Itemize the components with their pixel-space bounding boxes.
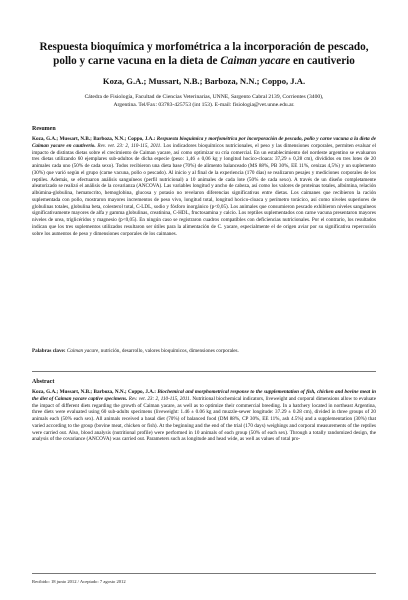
affiliation <box>40 94 368 109</box>
author-list: Koza, G.A.; Mussart, N.B.; Barboza, N.N.; Coppo, J.A. <box>102 76 306 86</box>
affiliation-line-1: Cátedra de Fisiología, Facultad de Ciencias Veterinarias, UNNE, Sargento Cabral 2139, Corrientes (3400), <box>84 94 324 100</box>
abstract-citation-authors: Koza, G.A.; Mussart, N.B.; Barboza, N.N.; Coppo, J.A.: <box>32 389 158 395</box>
abstract-citation-title: Biochemical and morphometrical response to the supplementation of fish, chicken and bovine meat in the diet of Caiman yacare captive specimens. <box>32 389 376 402</box>
resumen-citation-title: Respuesta bioquímica y morfométrica por incorporación de pescado, pollo y carne vacuna a la dieta de Caiman yacare en cautiverio. <box>32 136 376 149</box>
resumen-citation-authors: Koza, G.A.; Mussart, N.B.; Barboza, N.N.; Coppo, J.A.: <box>32 136 157 142</box>
title-line-2-post: en cautiverio <box>290 55 355 67</box>
abstract-body <box>32 389 376 443</box>
abstract-journal-ref: Rev. vet. 23: 2, 110-115, 2011. <box>127 395 191 402</box>
resumen-text: Los indicadores bioquímicos nutricionales, el peso y las dimensiones corporales, permiten evaluar el impacto de distintas dietas sobre el crecimiento de Caiman yacare, así como optimizar su cría comercial. En un establecimiento del nordeste argentino se evaluaron tres dietas utilizando 60 ejemplares sub-adultos de dicha especie (peso: 1,46 ± 0,06 kg y longitud hocico-cloaca: 37,29 ± 0,28 cm), divididos en tres lotes de 20 animales cada uno (50% de cada sexo). Todos recibieron una dieta base (70%) de alimento balanceado (MS 88%, PB 30%, EE 11%, cenizas 4,5%) y un suplemento (30%) que varió según el grupo (carne vacuna, pollo o pescado). Al inicio y al final de la experiencia (170 días) se realizaron pesajes y mediciones corporales de los reptiles. Además, se efectuaron análisis sanguíneos (perfil nutricional) a 10 animales de cada lote (50% de cada sexo). A través de un diseño completamente aleatorizado se realizó el análisis de la covarianza (ANCOVA). Las variables longitud y ancho de cabeza, así como los valores de proteínas totales, albúmina, relación albúmina-globulina, hematocrito, hemoglobina, glucosa y potasio no revelaron diferencias significativas entre dietas. Los caimanes que recibieron la ración suplementada con pollo, mostraron mayores incrementos de peso vivo, longitud total, longitud hocico-cloaca y perímetro torácico, así como niveles superiores de globulinas totales, globulina beta, colesterol total, C-LDL, sodio y fósforo inorgánico (p<0,05). Los animales que consumieron pescado exhibieron niveles sanguíneos significativamente mayores de alfa y gamma globulinas, creatinina, C-HDL, fructosamina y calcio. Los reptiles suplementados con carne vacuna presentaron mayores niveles de urea, triglicéridos y magnesio (p<0,05). En ningún caso se registraron cuadros compatibles con deficiencias nutricionales. Por el contrario, los resultados indican que los tres suplementos utilizados resultaron ser útiles para la alimentación de C. yacare, especialmente el de origen aviar por su significativa repercusión sobre los aumentos de peso y dimensiones corporales de los caimanes. <box>32 142 376 237</box>
footer-divider <box>32 573 376 574</box>
section-divider <box>32 371 376 372</box>
resumen-heading: Resumen <box>32 126 56 132</box>
abstract-heading: Abstract <box>32 379 55 385</box>
title-line-1: Respuesta bioquímica y morfométrica a la incorporación de pescado, <box>39 41 369 53</box>
title-line-2-pre: pollo y carne vacuna en la dieta de <box>53 55 221 67</box>
keywords-species: Caiman yacare <box>66 348 99 354</box>
paper-title <box>16 40 392 68</box>
resumen-journal-ref: Rev. vet. 23: 2, 110-115, 2011. <box>95 142 162 149</box>
affiliation-line-2: Argentina. Tel/Fax: 03783-425753 (int 153). E-mail: fisiologia@vet.unne.edu.ar. <box>113 101 295 108</box>
keywords-label: Palabras clave: <box>32 348 67 354</box>
keywords <box>32 348 376 355</box>
resumen-body <box>32 136 376 237</box>
received-accepted-dates: Recibido: 18 junio 2012 / Aceptado: 7 agosto 2012 <box>32 579 126 584</box>
abstract-text: Nutritional biochemical indicators, liveweight and corporal dimensions allow to evaluate the impact of different diets regarding the growth of Caiman yacare, as well as to optimize their commercial breeding. In a hatchery located in northeast Argentina, three diets were evaluated using 60 sub-adults specimens (liveweight: 1.46 ± 0.06 kg and muzzle-sewer longitude: 37.29 ± 0.28 cm), divided in three groups of 20 animals each (50% each sex). All animals received a basal diet (70%) of balanced food (DM 88%, CP 30%, EE 11%, ash 4.5%) and a supplementation (30%) that varied according to the group (bovine meat, chicken or fish). At the beginning and the end of the trial (170 days) weighings and corporal measurements of the reptiles were carried out. Also, blood analysis (nutritional profile) were performed in 10 animals of each group (50% of each sex). Through a totally randomized design, the analysis of the covariance (ANCOVA) was carried out. Parameters such as longitude and head wide, as well as values of total pro- <box>32 395 376 443</box>
title-species: Caiman yacare <box>220 55 291 67</box>
title-line-2 <box>16 54 392 68</box>
keywords-list: , nutrición, desarrollo, valores bioquímicos, dimensiones corporales. <box>98 348 239 354</box>
